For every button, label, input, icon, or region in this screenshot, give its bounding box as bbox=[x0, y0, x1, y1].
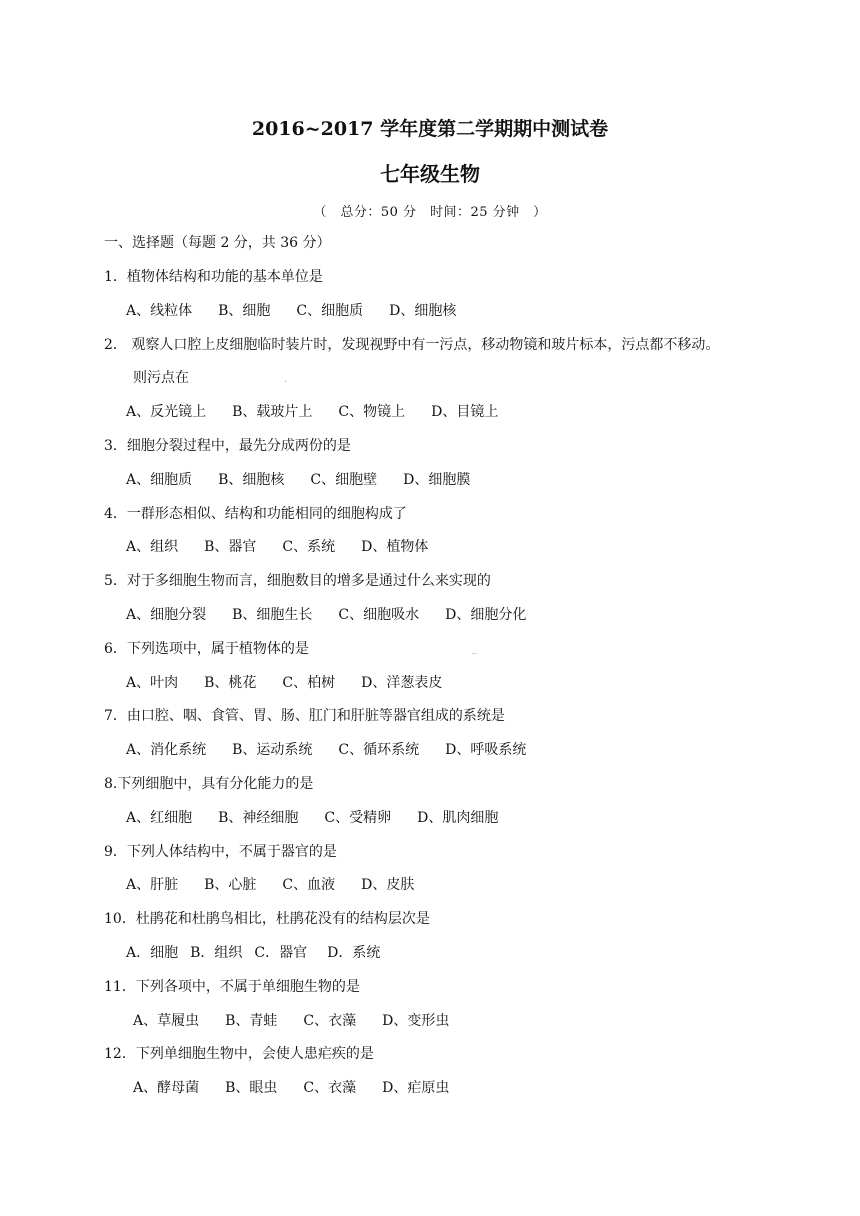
exam-meta: （ 总分：50 分 时间：25 分钟 ） bbox=[313, 205, 547, 220]
option: A．细胞 bbox=[126, 945, 179, 961]
question-options bbox=[126, 470, 470, 490]
option: B、细胞核 bbox=[218, 472, 285, 488]
option: B、器官 bbox=[204, 539, 257, 555]
option: A、组织 bbox=[126, 539, 179, 555]
option: D、细胞膜 bbox=[403, 472, 471, 488]
option: D、目镜上 bbox=[431, 404, 499, 420]
option: A、反光镜上 bbox=[126, 404, 207, 420]
option: A、酵母菌 bbox=[133, 1080, 200, 1096]
question-stem: 5．对于多细胞生物而言，细胞数目的增多是通过什么来实现的 bbox=[104, 573, 491, 589]
option: C．器官 bbox=[254, 945, 308, 961]
option: B、青蛙 bbox=[225, 1013, 278, 1029]
question-stem: 3．细胞分裂过程中，最先分成两份的是 bbox=[104, 438, 351, 454]
option: C、血液 bbox=[282, 877, 336, 893]
option: A、线粒体 bbox=[126, 303, 193, 319]
option: C、受精卵 bbox=[324, 810, 392, 826]
option: A、叶肉 bbox=[126, 675, 179, 691]
option: D、肌肉细胞 bbox=[417, 810, 499, 826]
question-stem: 9．下列人体结构中，不属于器官的是 bbox=[104, 844, 337, 860]
option: D、细胞分化 bbox=[445, 607, 527, 623]
option: A、细胞分裂 bbox=[126, 607, 207, 623]
question-options bbox=[126, 875, 414, 895]
question-stem: 11．下列各项中，不属于单细胞生物的是 bbox=[104, 979, 360, 995]
option: D．系统 bbox=[327, 945, 381, 961]
option: D、变形虫 bbox=[382, 1013, 450, 1029]
question-options bbox=[133, 1011, 449, 1031]
question-stem: 8.下列细胞中，具有分化能力的是 bbox=[104, 776, 314, 792]
exam-subject: 七年级生物 bbox=[380, 162, 480, 186]
option: C、柏树 bbox=[282, 675, 336, 691]
option: C、细胞质 bbox=[296, 303, 364, 319]
question-options bbox=[126, 301, 456, 321]
question-stem: 4．一群形态相似、结构和功能相同的细胞构成了 bbox=[104, 506, 407, 522]
option: B、细胞 bbox=[218, 303, 271, 319]
option: B、细胞生长 bbox=[232, 607, 313, 623]
question-stem: 10．杜鹃花和杜鹃鸟相比，杜鹃花没有的结构层次是 bbox=[104, 911, 430, 927]
question-stem: 12．下列单细胞生物中，会使人患疟疾的是 bbox=[104, 1046, 374, 1062]
option: C、衣藻 bbox=[303, 1080, 357, 1096]
option: A、红细胞 bbox=[126, 810, 193, 826]
option: C、物镜上 bbox=[338, 404, 406, 420]
option: B、运动系统 bbox=[232, 742, 313, 758]
question-stem-continued: 则污点在 bbox=[133, 370, 189, 386]
question-options bbox=[126, 740, 526, 760]
option: D、细胞核 bbox=[389, 303, 457, 319]
option: C、循环系统 bbox=[338, 742, 420, 758]
option: A、肝脏 bbox=[126, 877, 179, 893]
option: B、载玻片上 bbox=[232, 404, 313, 420]
section-heading: 一、选择题（每题 2 分，共 36 分） bbox=[104, 235, 331, 251]
option: C、系统 bbox=[282, 539, 336, 555]
option: C、衣藻 bbox=[303, 1013, 357, 1029]
question-stem: 1．植物体结构和功能的基本单位是 bbox=[104, 269, 323, 285]
option: D、疟原虫 bbox=[382, 1080, 450, 1096]
stray-mark: _ bbox=[472, 643, 477, 654]
stray-mark: . bbox=[284, 374, 288, 385]
question-options bbox=[133, 1078, 449, 1098]
question-stem: 2． 观察人口腔上皮细胞临时装片时，发现视野中有一污点，移动物镜和玻片标本，污点都不移动。 bbox=[104, 337, 720, 353]
question-stem: 6．下列选项中，属于植物体的是 bbox=[104, 641, 309, 657]
option: B、神经细胞 bbox=[218, 810, 299, 826]
option: D、植物体 bbox=[361, 539, 429, 555]
question-options bbox=[126, 402, 498, 422]
option: C、细胞吸水 bbox=[338, 607, 420, 623]
option: D、皮肤 bbox=[361, 877, 415, 893]
option: B、心脏 bbox=[204, 877, 257, 893]
option: A、消化系统 bbox=[126, 742, 207, 758]
question-options bbox=[126, 537, 428, 557]
question-stem: 7．由口腔、咽、食管、胃、肠、肛门和肝脏等器官组成的系统是 bbox=[104, 708, 505, 724]
option: B．组织 bbox=[190, 945, 243, 961]
option: B、桃花 bbox=[204, 675, 257, 691]
option: B、眼虫 bbox=[225, 1080, 278, 1096]
exam-title: 2016~2017 学年度第二学期期中测试卷 bbox=[251, 118, 609, 140]
option: C、细胞壁 bbox=[310, 472, 378, 488]
question-options bbox=[126, 808, 498, 828]
option: D、呼吸系统 bbox=[445, 742, 527, 758]
option: A、细胞质 bbox=[126, 472, 193, 488]
option: D、洋葱表皮 bbox=[361, 675, 443, 691]
question-options bbox=[126, 943, 392, 963]
option: A、草履虫 bbox=[133, 1013, 200, 1029]
question-options bbox=[126, 605, 526, 625]
question-options bbox=[126, 673, 442, 693]
